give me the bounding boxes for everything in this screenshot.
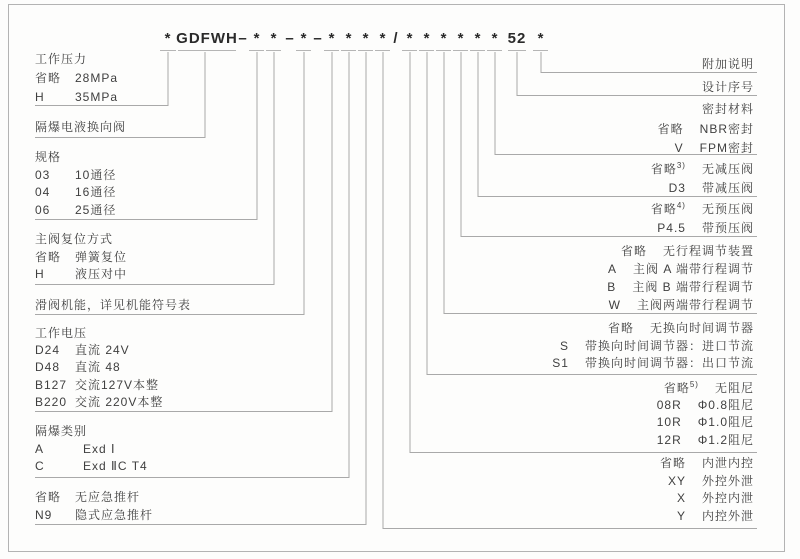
section-pressure-reducing-valve <box>651 160 754 197</box>
model-code-char: GDFWH <box>176 30 238 47</box>
option-code: H <box>35 90 45 104</box>
option-code: B220 <box>35 394 68 409</box>
option-code: D48 <box>35 360 61 375</box>
section-title: 隔爆类别 <box>35 424 88 438</box>
option-desc: 交流127V本整 <box>75 377 160 392</box>
option-row <box>552 338 754 356</box>
section-switching-time-adjuster <box>552 320 754 373</box>
option-code: 省略 <box>659 456 686 470</box>
option-desc: 密封材料 <box>701 102 754 116</box>
option-row <box>607 242 754 260</box>
option-code: 省略$^{3)}$ <box>650 161 686 176</box>
option-row <box>660 455 754 473</box>
option-desc: 无减压阀 <box>701 162 754 176</box>
model-code-char: * <box>345 30 353 47</box>
model-code-char: / <box>393 30 399 47</box>
option-row <box>651 179 754 198</box>
option-row <box>651 219 754 238</box>
section-title: 工作电压 <box>35 326 88 340</box>
option-code: W <box>608 298 621 312</box>
option-code: A <box>607 262 617 276</box>
option-desc: 交流 220V本整 <box>75 394 164 409</box>
model-code-char: – <box>285 30 295 47</box>
model-code-char: * <box>379 30 387 47</box>
model-code-char: * <box>457 30 465 47</box>
model-code-char: – <box>238 30 248 47</box>
section-working-pressure <box>35 50 118 107</box>
option-desc: 无阻尼 <box>714 381 754 395</box>
option-row <box>35 202 116 220</box>
model-code-char: * <box>328 30 336 47</box>
footnote-marker: 3) <box>676 161 686 170</box>
option-desc: 带换向时间调节器：进口节流 <box>584 338 754 353</box>
option-row <box>658 120 754 140</box>
option-desc: Φ1.0阻尼 <box>697 415 754 430</box>
option-desc: 液压对中 <box>75 267 128 281</box>
model-code-char: 52 <box>507 30 527 47</box>
option-code: 08R <box>656 398 682 413</box>
section-spec-size <box>35 149 116 219</box>
option-desc: 外控内泄 <box>701 491 754 506</box>
model-code-char: * <box>423 30 431 47</box>
section-design-serial <box>702 78 754 96</box>
option-row <box>660 490 754 508</box>
option-code: 06 <box>35 202 51 217</box>
option-row <box>35 167 116 185</box>
option-row <box>607 260 754 278</box>
option-desc: Exd Ⅰ <box>83 441 116 456</box>
option-row <box>35 394 163 411</box>
option-desc: 外控外泄 <box>701 473 754 488</box>
option-code: S <box>559 338 569 353</box>
option-desc: 主阀 A 端带行程调节 <box>632 262 754 276</box>
option-code: B127 <box>35 377 68 392</box>
model-code-char: * <box>537 30 545 47</box>
model-code-char: * <box>406 30 414 47</box>
section-damping <box>657 380 754 449</box>
footnote-marker: 5) <box>689 380 699 389</box>
option-desc: 主阀 B 端带行程调节 <box>632 280 754 294</box>
option-desc: 设计序号 <box>701 80 754 94</box>
option-desc: Φ0.8阻尼 <box>697 398 754 413</box>
section-title: 工作压力 <box>35 52 88 66</box>
model-code-char: – <box>313 30 323 47</box>
option-row <box>35 441 148 459</box>
section-title: 滑阀机能，详见机能符号表 <box>35 298 192 312</box>
option-code: 省略 <box>35 71 62 85</box>
option-row <box>651 200 754 219</box>
option-code: 省略 <box>35 249 62 264</box>
option-desc: 带减压阀 <box>701 180 754 195</box>
option-row <box>35 342 163 359</box>
option-row <box>657 397 754 414</box>
option-row <box>35 88 118 107</box>
option-row <box>657 432 754 449</box>
option-row <box>35 458 148 476</box>
option-row <box>35 489 153 507</box>
option-row <box>657 380 754 397</box>
section-stroke-adjuster <box>607 242 754 314</box>
model-code-char: * <box>474 30 482 47</box>
option-desc: 内泄内控 <box>701 456 754 470</box>
section-control-drain <box>660 455 754 525</box>
model-code-char: * <box>164 30 172 47</box>
option-row <box>658 139 754 159</box>
option-code: 省略$^{4)}$ <box>650 201 686 216</box>
option-code: D24 <box>35 343 61 358</box>
option-row <box>35 249 127 267</box>
option-code: 省略 <box>35 490 62 504</box>
option-desc: 16通径 <box>75 185 117 199</box>
option-row <box>702 78 754 96</box>
option-desc: NBR密封 <box>699 121 754 136</box>
option-row <box>607 296 754 314</box>
option-code: C <box>35 459 45 473</box>
option-code: 省略 <box>657 121 684 136</box>
section-main-valve-reset <box>35 231 127 284</box>
option-code: H <box>35 267 45 281</box>
model-code-char: * <box>270 30 278 47</box>
section-preload-valve <box>651 200 754 237</box>
option-code: 04 <box>35 185 51 199</box>
option-desc: 无行程调节装置 <box>662 244 754 258</box>
option-desc: 28MPa <box>75 71 119 85</box>
option-desc: 附加说明 <box>701 57 754 71</box>
option-row <box>552 355 754 373</box>
option-code: 10R <box>656 415 682 430</box>
section-seal-material <box>658 100 754 159</box>
option-code: P4.5 <box>657 220 686 235</box>
option-row <box>702 55 754 73</box>
option-row <box>35 266 127 284</box>
model-code-char: * <box>491 30 499 47</box>
option-desc: 内控外泄 <box>701 508 754 523</box>
option-row <box>657 414 754 431</box>
option-desc: 25通径 <box>75 202 117 217</box>
option-code: 省略$^{5)}$ <box>663 380 699 395</box>
option-desc: Φ1.2阻尼 <box>697 432 754 447</box>
section-title: 规格 <box>35 150 62 164</box>
option-desc: 直流 24V <box>75 343 130 358</box>
section-spool-function <box>35 297 191 315</box>
footnote-marker: 4) <box>676 201 686 210</box>
option-row <box>651 160 754 179</box>
model-code-char: * <box>253 30 261 47</box>
option-code: D3 <box>668 180 686 195</box>
option-desc: 35MPa <box>75 90 119 104</box>
model-code-char: * <box>440 30 448 47</box>
section-title: 隔爆电液换向阀 <box>35 120 127 134</box>
option-row <box>660 473 754 491</box>
option-desc: 无应急推杆 <box>75 490 141 504</box>
section-title: 主阀复位方式 <box>35 232 114 246</box>
option-desc: 主阀两端带行程调节 <box>636 298 754 312</box>
model-code-char: * <box>300 30 308 47</box>
option-row <box>35 359 163 376</box>
option-desc: 无预压阀 <box>701 202 754 216</box>
option-desc: 10通径 <box>75 167 117 182</box>
option-code: A <box>35 441 45 456</box>
option-row <box>35 377 163 394</box>
option-desc: 直流 48 <box>75 360 121 375</box>
option-code: 12R <box>656 432 682 447</box>
option-code: 省略 <box>620 244 647 258</box>
option-code: 03 <box>35 167 51 182</box>
option-code: S1 <box>552 356 569 371</box>
option-code: B <box>607 280 617 294</box>
option-row <box>607 278 754 296</box>
option-row <box>35 184 116 202</box>
section-valve-name <box>35 118 126 137</box>
option-row <box>658 100 754 120</box>
model-code-char: * <box>362 30 370 47</box>
option-row <box>552 320 754 338</box>
section-explosion-proof-class <box>35 423 148 476</box>
option-desc: 弹簧复位 <box>75 249 128 264</box>
option-code: Y <box>676 508 686 523</box>
option-code: 省略 <box>607 321 634 335</box>
option-row <box>660 508 754 526</box>
option-desc: 带预压阀 <box>701 220 754 235</box>
option-code: V <box>674 141 684 155</box>
section-emergency-rod <box>35 489 153 524</box>
option-code: X <box>676 491 686 506</box>
section-working-voltage <box>35 325 163 411</box>
option-desc: Exd ⅡC T4 <box>83 459 148 473</box>
option-code: XY <box>667 473 686 488</box>
section-additional-note <box>702 55 754 73</box>
option-desc: 带换向时间调节器：出口节流 <box>584 356 754 371</box>
option-row <box>35 507 153 525</box>
option-row <box>35 69 118 88</box>
option-desc: FPM密封 <box>699 141 754 155</box>
option-code: N9 <box>35 507 53 522</box>
option-desc: 隐式应急推杆 <box>75 507 154 522</box>
option-desc: 无换向时间调节器 <box>649 321 754 335</box>
